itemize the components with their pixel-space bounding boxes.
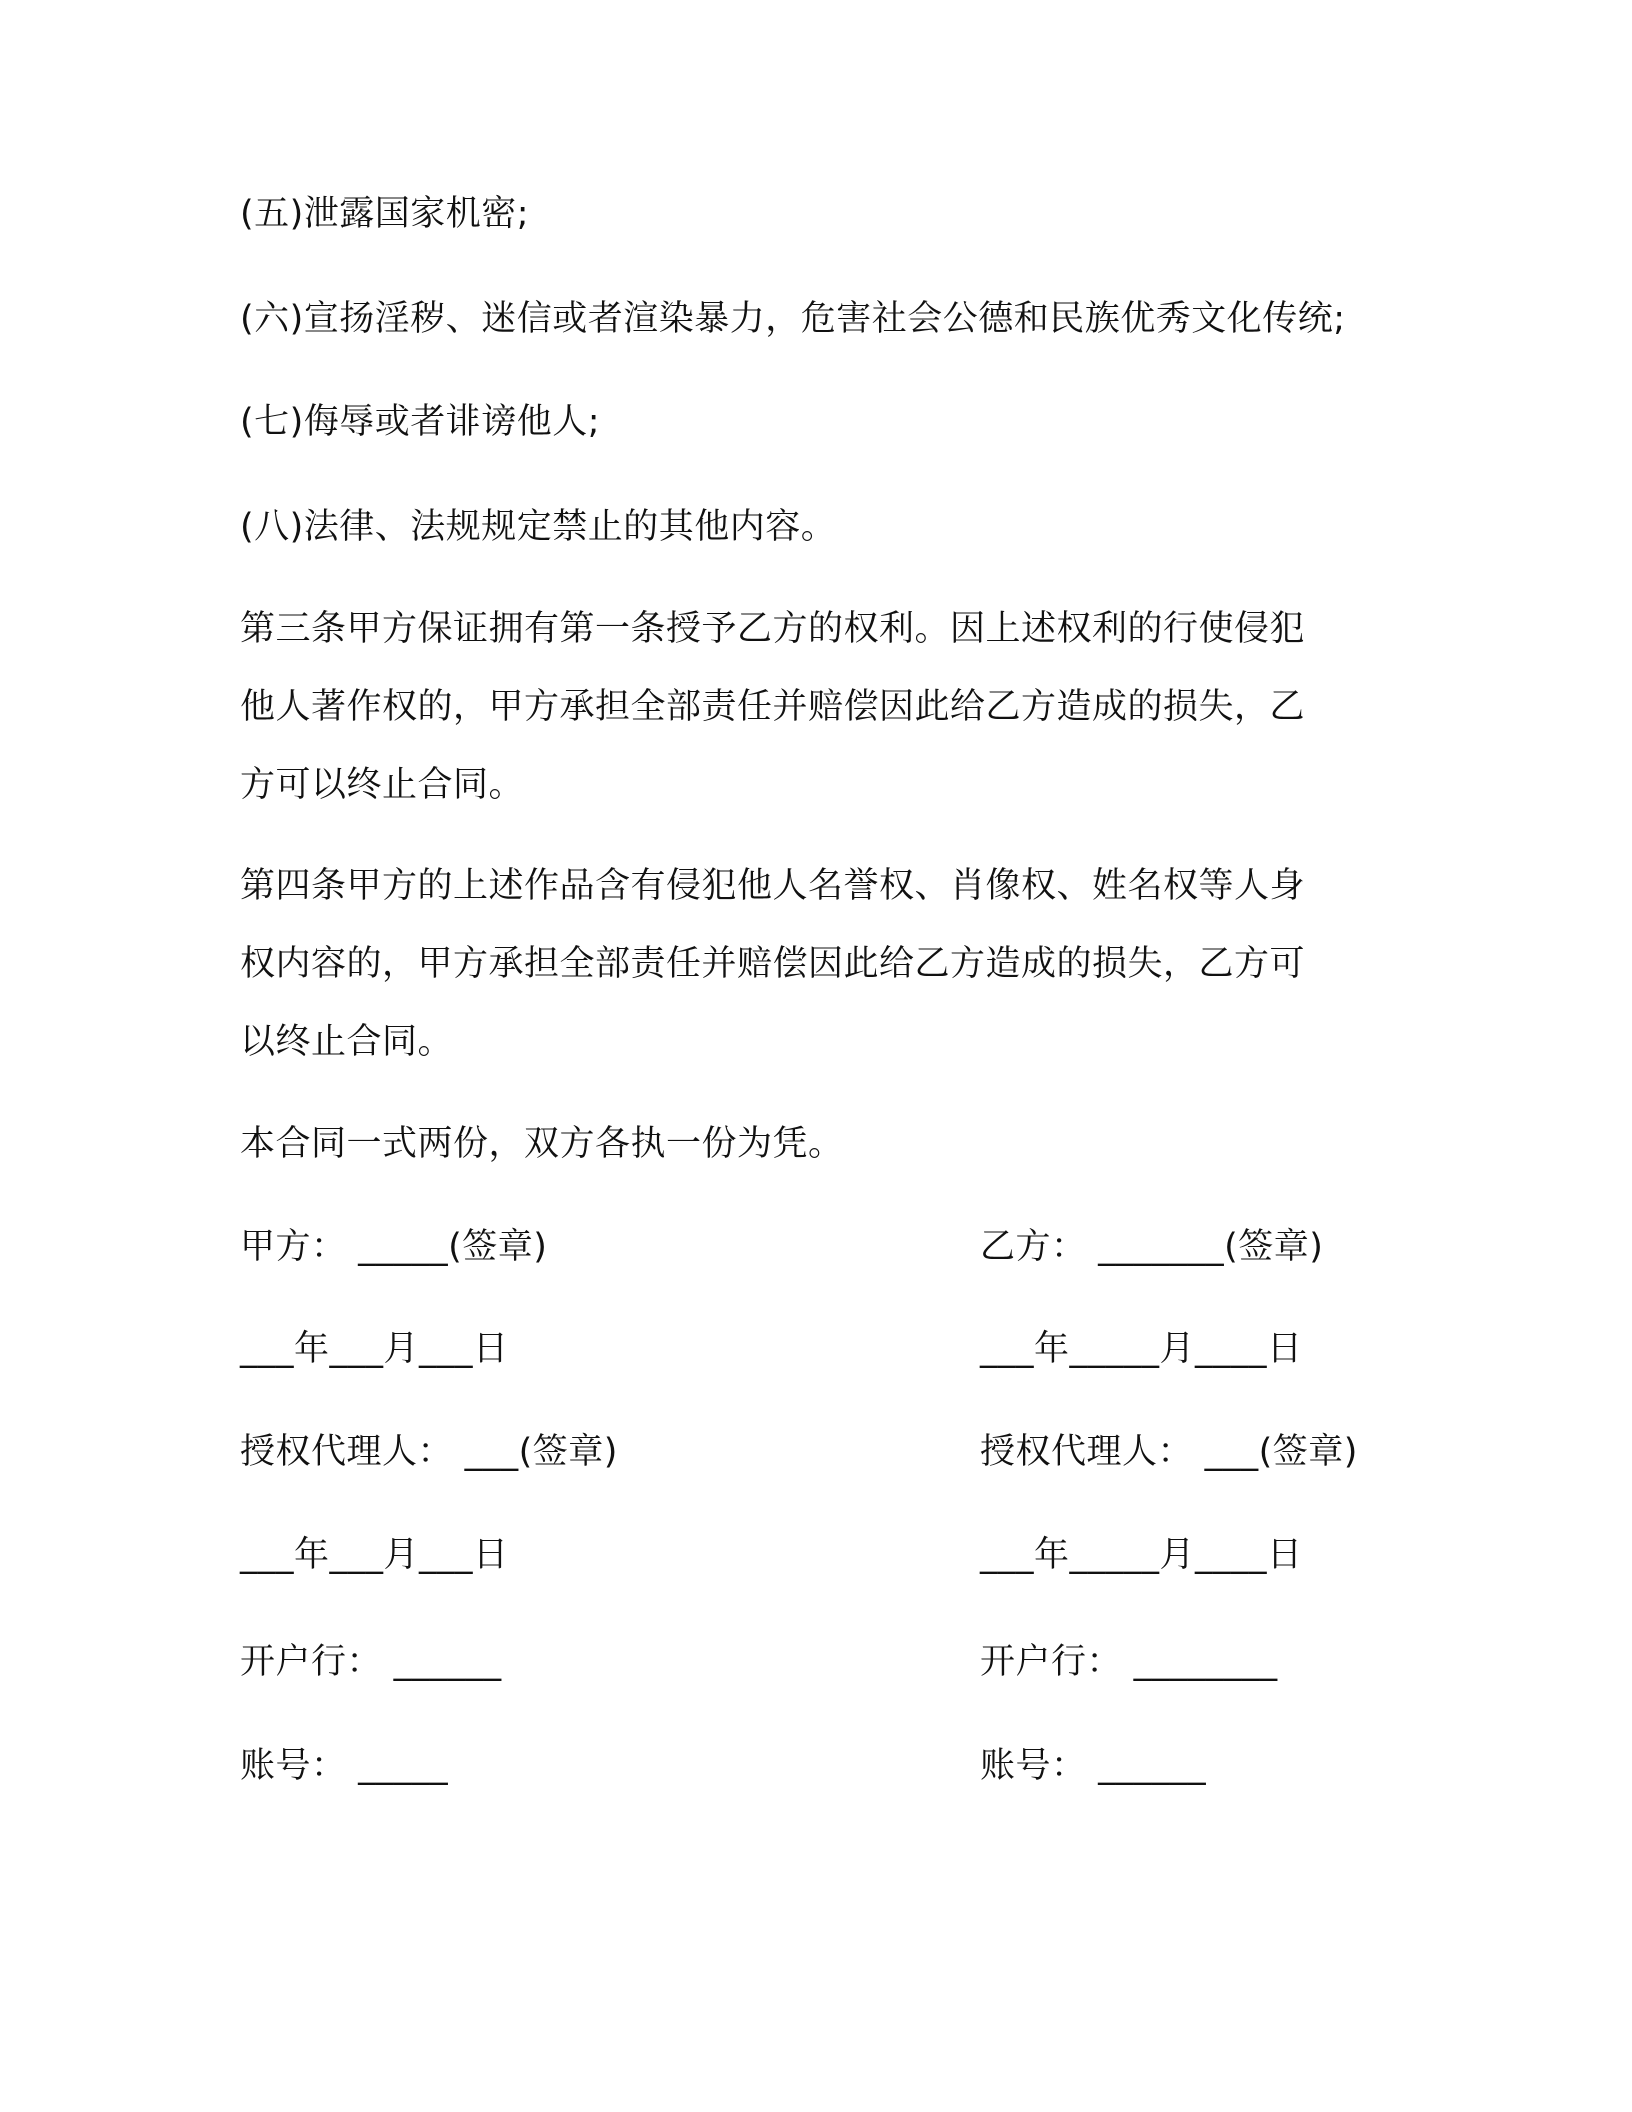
- article-3-line-1: 第三条甲方保证拥有第一条授予乙方的权利。因上述权利的行使侵犯: [240, 609, 1306, 649]
- party-b-bank: 开户行： ________: [980, 1642, 1278, 1682]
- article-4-line-3: 以终止合同。: [240, 1022, 454, 1062]
- party-b-agent: 授权代理人： ___(签章): [980, 1432, 1358, 1472]
- clause-item-7: (七)侮辱或者诽谤他人;: [240, 402, 601, 442]
- article-3-line-3: 方可以终止合同。: [240, 765, 525, 805]
- clause-item-6: (六)宣扬淫秽、迷信或者渲染暴力，危害社会公德和民族优秀文化传统;: [240, 299, 1346, 339]
- party-a-bank: 开户行： ______: [240, 1642, 502, 1682]
- party-a-agent-date: ___年___月___日: [240, 1535, 509, 1575]
- article-4-line-1: 第四条甲方的上述作品含有侵犯他人名誉权、肖像权、姓名权等人身: [240, 866, 1306, 906]
- party-a-agent: 授权代理人： ___(签章): [240, 1432, 618, 1472]
- party-a-date: ___年___月___日: [240, 1329, 509, 1369]
- party-b-agent-date: ___年_____月____日: [980, 1535, 1303, 1575]
- party-a-account: 账号： _____: [240, 1746, 449, 1786]
- article-4-line-2: 权内容的，甲方承担全部责任并赔偿因此给乙方造成的损失，乙方可: [240, 944, 1306, 984]
- party-b-signature: 乙方： _______(签章): [980, 1227, 1324, 1267]
- clause-item-5: (五)泄露国家机密;: [240, 194, 530, 234]
- party-b-date: ___年_____月____日: [980, 1329, 1303, 1369]
- article-3-line-2: 他人著作权的，甲方承担全部责任并赔偿因此给乙方造成的损失，乙: [240, 687, 1306, 727]
- copies-statement: 本合同一式两份，双方各执一份为凭。: [240, 1124, 844, 1164]
- party-b-account: 账号： ______: [980, 1746, 1207, 1786]
- party-a-signature: 甲方： _____(签章): [240, 1227, 548, 1267]
- clause-item-8: (八)法律、法规规定禁止的其他内容。: [240, 507, 837, 547]
